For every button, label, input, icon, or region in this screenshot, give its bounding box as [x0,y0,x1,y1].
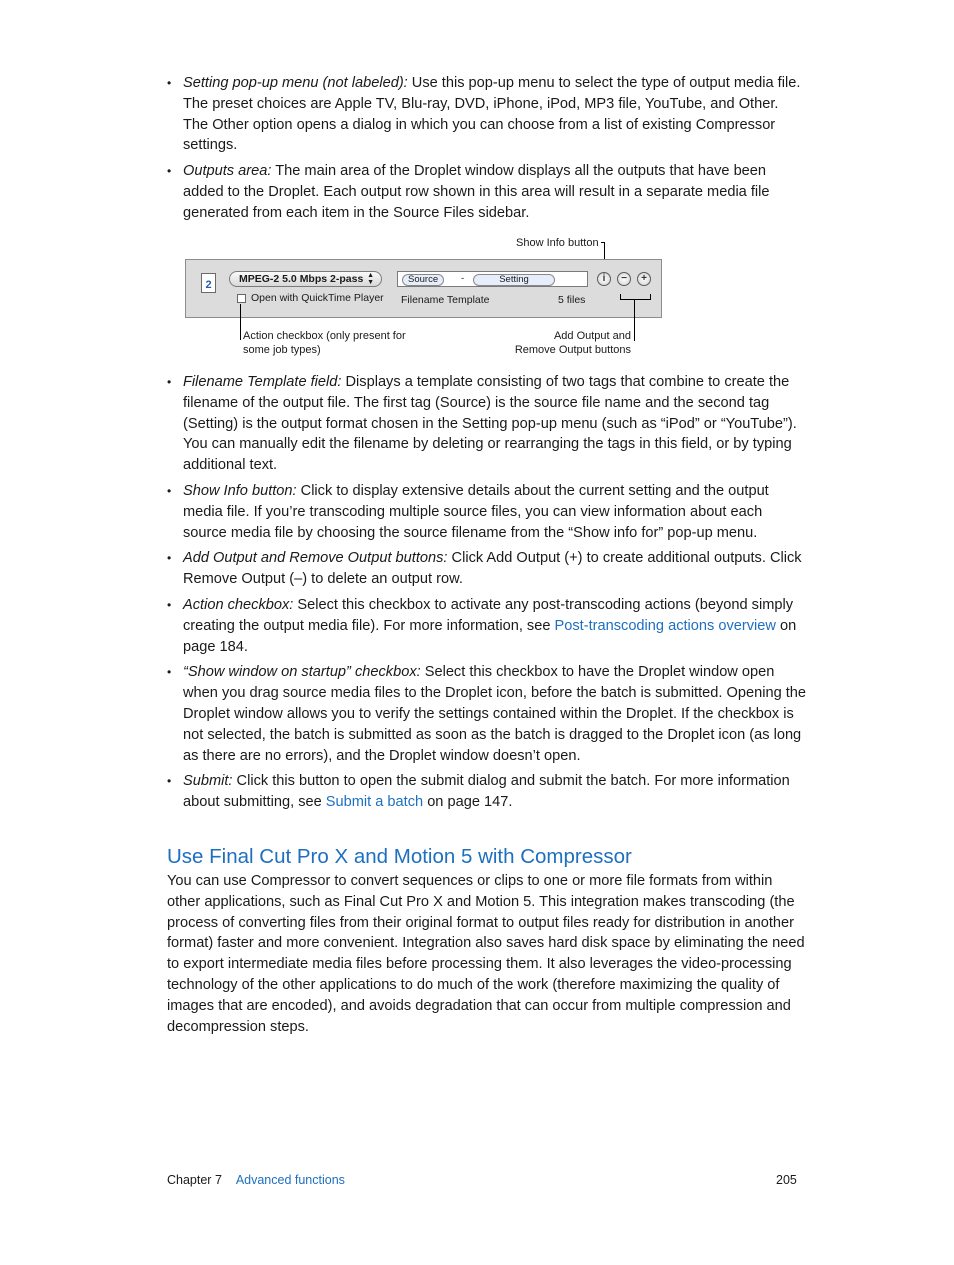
callout-show-info: Show Info button [516,237,599,249]
bullet-item-submit [167,771,807,813]
bullet-item-add-remove [167,548,807,590]
leader-line [240,304,241,340]
body-text: Displays a template consisting of two tags that combine to create the filename of the output file. The first tag (Source) is the source file name and the second tag (Setting) is the output format chosen in the Setting pop-up menu (such as “iPod” or “YouTube”). You can manually edit the filename by deleting or rearranging the tags in this field, or by typing additional text. [183,374,797,474]
file-count: 5 files [558,294,586,306]
section-paragraph: You can use Compressor to convert sequences or clips to one or more file formats from within other applications, such as Final Cut Pro X and Motion 5. This integration makes transcoding (the process of converting files from their original format to output files ready for distribution in another format) faster and more convenient. Integration also saves hard disk space by eliminating the need to export intermediate media files before processing them. It also leverages the video-processing technology of the other applications to do much of the work (therefore maximizing the quality of images that are encoded), and avoids degradation that can occur from multiple compression and decompression steps. [167,873,805,1035]
term: Submit: [183,773,233,790]
body-text: on page 184. [183,617,797,655]
body-text: Click Add Output (+) to create additional outputs. Click Remove Output (–) to delete an output row. [183,550,802,588]
section-heading: Use Final Cut Pro X and Motion 5 with Compressor [167,845,632,868]
submit-batch-link[interactable]: Submit a batch [325,794,424,811]
footer-chapter [167,1173,345,1187]
bullet-glyph: • [167,483,172,498]
bullet-glyph: • [167,164,172,179]
body-text: The main area of the Droplet window displays all the outputs that have been added to the Droplet. Each output row shown in this area will result in a separate media file generated from each item in the Source Files sidebar. [183,163,770,221]
droplet-output-row [185,259,662,318]
bullet-item-show-info [167,481,807,543]
body-text: Click to display extensive details about the current setting and the output media file. If you’re transcoding multiple source files, you can view information about each source media file by choosing the source filename from the “Show info for” pop-up menu. [183,482,769,541]
page-number: 205 [776,1173,797,1187]
droplet-window-figure [180,232,680,362]
chapter-label: Chapter 7 [167,1173,222,1187]
bullet-glyph: • [167,76,172,90]
bullet-list-bottom [167,372,807,818]
term: Add Output and Remove Output buttons: [183,550,448,567]
callout-add-remove: Add Output and Remove Output buttons [514,330,631,356]
body-text: Select this checkbox to activate any post-transcoding actions (beyond simply creating the output media file). For more information, see [183,596,794,634]
term: Action checkbox: [183,596,294,613]
bullet-glyph: • [167,597,172,612]
filename-template-field[interactable] [397,271,588,287]
plus-icon: + [641,273,647,284]
bullet-glyph: • [167,551,172,566]
minus-icon: − [621,273,627,284]
leader-line [620,299,651,300]
chapter-title-link[interactable]: Advanced functions [235,1173,345,1187]
show-info-button[interactable] [597,272,611,286]
term: Filename Template field: [183,374,342,390]
setting-popup-label: MPEG-2 5.0 Mbps 2-pass [239,273,364,285]
body-text: Click this button to open the submit dialog and submit the batch. For more information about submitting, see [183,773,790,811]
body-text: Use this pop-up menu to select the type of output media file. The preset choices are Apple TV, Blu-ray, DVD, iPhone, iPod, MP3 file, YouTube, and Other. The Other option opens a dialog in which you can choose from a list of existing Compressor settings. [183,75,801,154]
bullet-glyph: • [167,774,172,789]
term: Show Info button: [183,482,297,499]
body-text: on page 147. [423,794,513,811]
callout-action-checkbox: Action checkbox (only present for some job types) [243,330,406,356]
action-checkbox[interactable] [237,294,246,303]
setting-popup-menu[interactable] [229,271,382,287]
add-output-button[interactable] [637,272,651,286]
bullet-glyph: • [167,665,172,680]
bullet-list-top [167,73,807,229]
document-icon: 2 [201,273,216,293]
setting-tag[interactable]: Setting [473,274,555,286]
term: Outputs area: [183,163,272,180]
filename-template-label: Filename Template [401,294,490,306]
action-checkbox-label: Open with QuickTime Player [251,292,384,304]
source-tag[interactable]: Source [402,274,444,286]
leader-line [601,242,605,243]
term: Setting pop-up menu (not labeled): [183,75,408,91]
body-text: Select this checkbox to have the Droplet window open when you drag source media files to the Droplet icon, before the batch is submitted. Opening the Droplet window allows you to verify the settings contained within the Droplet. If the checkbox is not selected, the batch is submitted as soon as the batch is dragged to the Droplet icon (as long as there are no errors), and the Droplet window doesn’t open. [183,664,807,764]
bullet-glyph: • [167,375,172,389]
bullet-item-show-window [167,662,807,766]
bullet-item-action-checkbox [167,595,807,657]
term: “Show window on startup” checkbox: [183,664,421,681]
updown-arrows-icon: ▲ ▼ [367,272,374,286]
tag-separator: - [461,273,465,284]
bullet-item-filename-template [167,372,807,476]
remove-output-button[interactable] [617,272,631,286]
bullet-item-outputs-area [167,161,807,223]
post-transcoding-link[interactable]: Post-transcoding actions overview [554,617,776,634]
leader-line [634,299,635,341]
bullet-item-setting-popup [167,73,807,156]
info-icon: i [602,273,606,284]
